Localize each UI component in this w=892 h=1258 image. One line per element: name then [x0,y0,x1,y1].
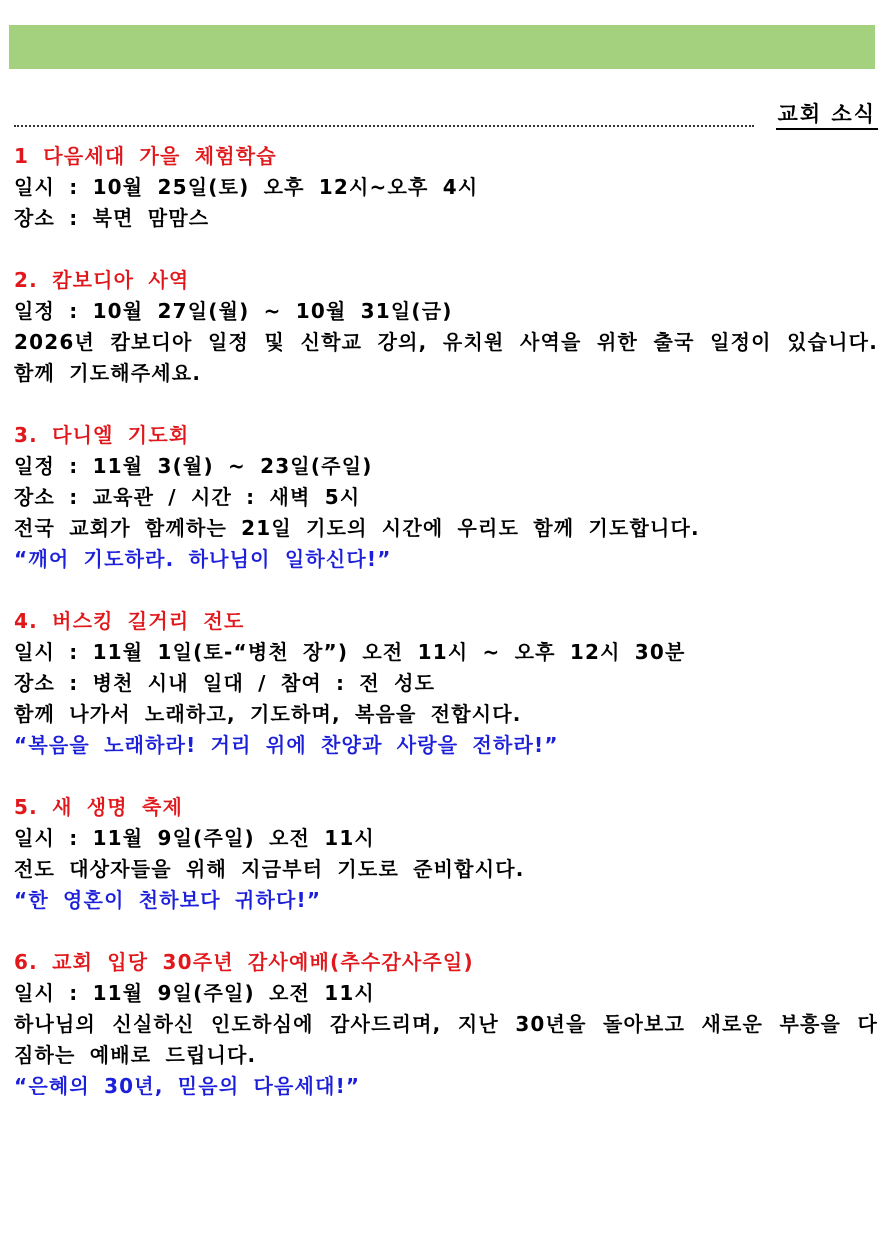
news-item-line: 전국 교회가 함께하는 21일 기도의 시간에 우리도 함께 기도합니다. [14,516,700,540]
news-item-title: 5. 새 생명 축제 [14,795,184,819]
news-item-4 [14,606,878,761]
news-item-1 [14,141,878,234]
news-item-line: 장소 : 교육관 / 시간 : 새벽 5시 [14,485,361,509]
news-list [14,141,878,1133]
news-item-title: 2. 캄보디아 사역 [14,268,190,292]
news-item-title: 4. 버스킹 길거리 전도 [14,609,245,633]
news-item-title: 1 다음세대 가을 체험학습 [14,144,277,168]
news-item-paragraph: 2026년 캄보디아 일정 및 신학교 강의, 유치원 사역을 위한 출국 일정이 있습니다. 함께 기도해주세요. [14,330,878,385]
news-item-line: 장소 : 병천 시내 일대 / 참여 : 전 성도 [14,671,436,695]
news-item-2 [14,265,878,389]
news-item-paragraph: 하나님의 신실하신 인도하심에 감사드리며, 지난 30년을 돌아보고 새로운 부흥을 다짐하는 예배로 드립니다. [14,1012,878,1067]
header-banner [9,25,875,69]
news-item-5 [14,792,878,916]
news-item-title: 3. 다니엘 기도회 [14,423,190,447]
news-item-line: 일시 : 11월 9일(주일) 오전 11시 [14,826,375,850]
news-item-line: 일시 : 11월 9일(주일) 오전 11시 [14,981,375,1005]
news-item-line: 장소 : 북면 맘맘스 [14,206,210,230]
dotted-divider [14,125,754,127]
news-item-quote: “한 영혼이 천하보다 귀하다!” [14,888,322,912]
news-item-3 [14,420,878,575]
news-item-6 [14,947,878,1102]
news-item-line: 일시 : 11월 1일(토-“병천 장”) 오전 11시 ~ 오후 12시 30분 [14,640,686,664]
news-item-line: 일시 : 10월 25일(토) 오후 12시~오후 4시 [14,175,479,199]
news-item-line: 일정 : 11월 3(월) ~ 23일(주일) [14,454,373,478]
news-item-line: 일정 : 10월 27일(월) ~ 10월 31일(금) [14,299,453,323]
section-header [14,96,878,130]
news-item-quote: “은혜의 30년, 믿음의 다음세대!” [14,1074,361,1098]
news-item-quote: “깨어 기도하라. 하나님이 일하신다!” [14,547,392,571]
section-title: 교회 소식 [776,100,878,130]
news-item-title: 6. 교회 입당 30주년 감사예배(추수감사주일) [14,950,474,974]
news-item-line: 전도 대상자들을 위해 지금부터 기도로 준비합시다. [14,857,525,881]
news-item-line: 함께 나가서 노래하고, 기도하며, 복음을 전합시다. [14,702,522,726]
news-item-quote: “복음을 노래하라! 거리 위에 찬양과 사랑을 전하라!” [14,733,559,757]
